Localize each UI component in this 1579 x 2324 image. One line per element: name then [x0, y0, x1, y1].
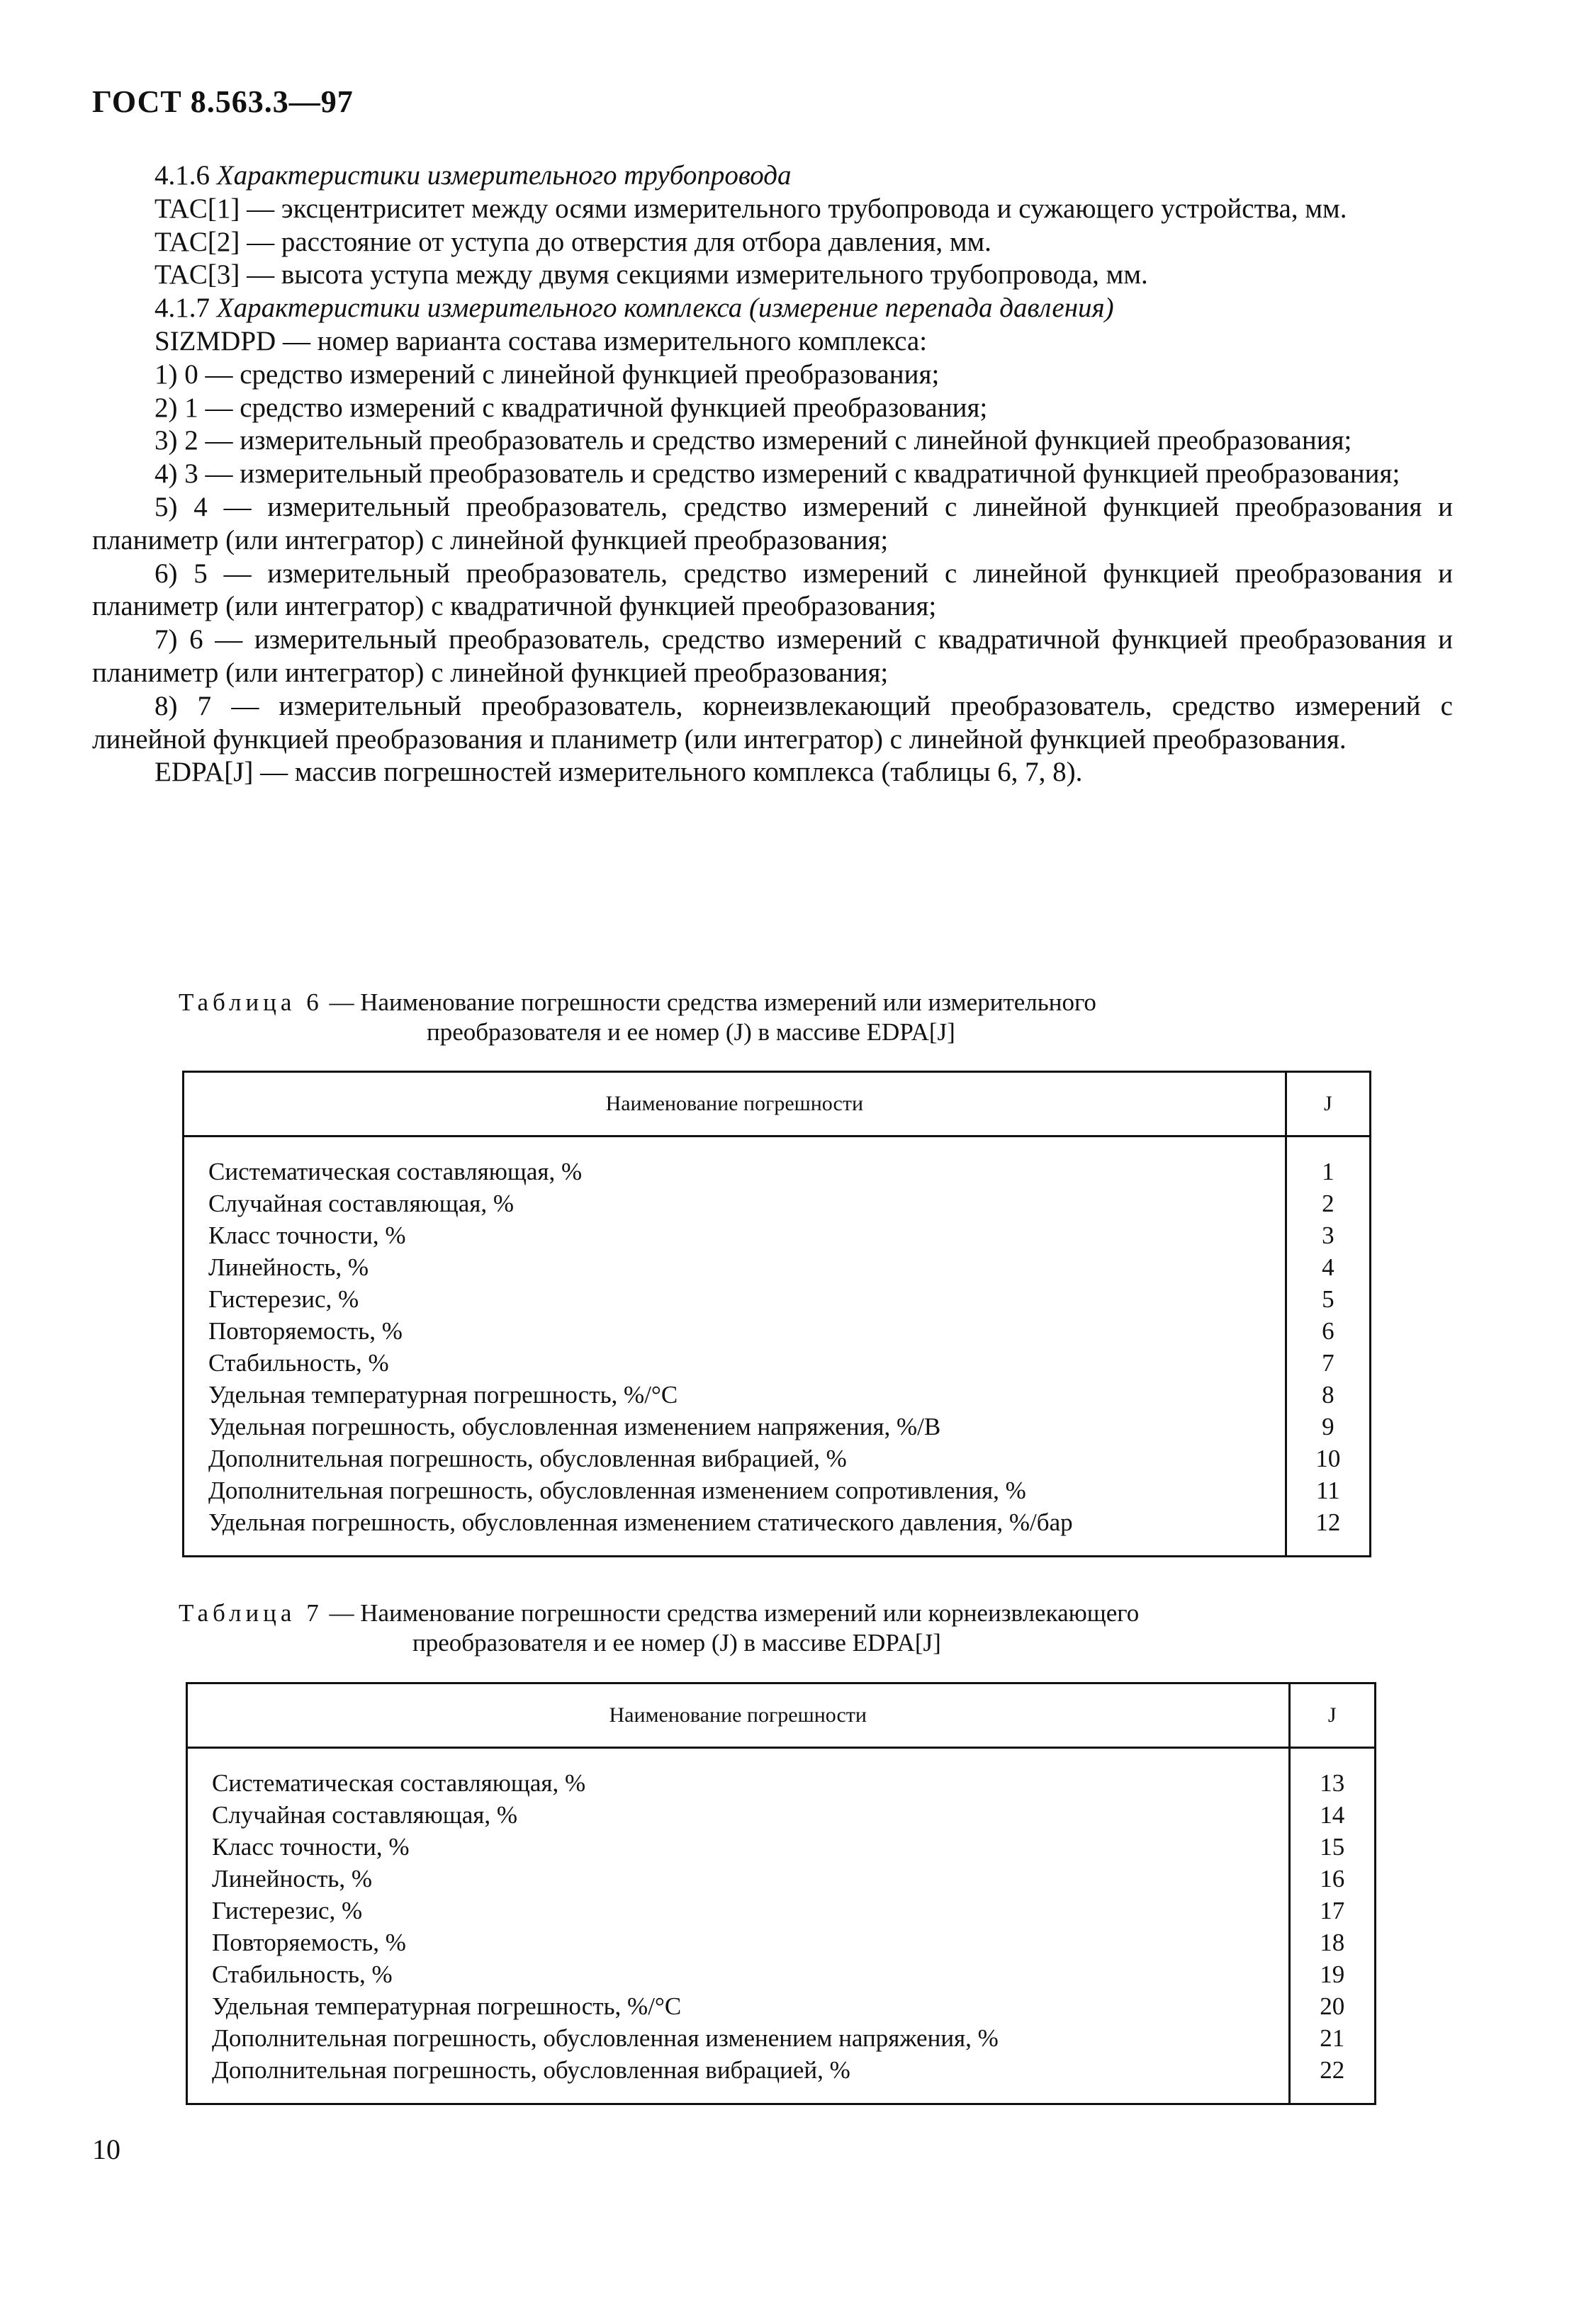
column-header-j: J: [1286, 1072, 1370, 1136]
error-name-cell: Случайная составляющая, %: [187, 1799, 1290, 1831]
table-row: [187, 1990, 1376, 2022]
error-name-cell: Дополнительная погрешность, обусловленная вибрацией, %: [184, 1443, 1286, 1474]
table-row: [184, 1443, 1371, 1474]
section-number: 4.1.7: [154, 293, 210, 324]
list-item-variant-1: 2) 1 — средство измерений с квадратичной функцией преобразования;: [154, 392, 988, 423]
error-index-cell: 9: [1286, 1411, 1370, 1443]
table-6-caption-line-1: — Наименование погрешности средства измерений или измерительного: [329, 988, 1096, 1016]
table-row: [187, 1863, 1376, 1895]
error-name-cell: Стабильность, %: [187, 1958, 1290, 1990]
list-item-variant-6: 7) 6 — измерительный преобразователь, средство измерений с квадратичной функцией преобразования и планиметр (или интегратор) с линейной функцией преобразования;: [92, 624, 1453, 688]
table-7-caption-line-2: преобразователя и ее номер (J) в массиве EDPA[J]: [412, 1629, 941, 1657]
error-name-cell: Систематическая составляющая, %: [184, 1136, 1286, 1188]
error-name-cell: Повторяемость, %: [187, 1927, 1290, 1958]
list-item-variant-5: 6) 5 — измерительный преобразователь, средство измерений с линейной функцией преобразования и планиметр (или интегратор) с квадратичной функцией преобразования;: [92, 558, 1453, 622]
table-row: [187, 1748, 1376, 1800]
table-6-caption: [179, 988, 1383, 1047]
error-name-cell: Удельная температурная погрешность, %/°С: [187, 1990, 1290, 2022]
error-index-cell: 8: [1286, 1379, 1370, 1411]
paragraph-tac-2: TAC[2] — расстояние от уступа до отверстия для отбора давления, мм.: [154, 226, 991, 257]
list-item-variant-7: 8) 7 — измерительный преобразователь, корнеизвлекающий преобразователь, средство измерений с линейной функцией преобразования и планиметр (или интегратор) с линейной функцией преобразования.: [92, 690, 1453, 755]
error-index-cell: 15: [1289, 1831, 1376, 1863]
table-row: [184, 1474, 1371, 1506]
error-name-cell: Дополнительная погрешность, обусловленная вибрацией, %: [187, 2054, 1290, 2104]
table-6-caption-line-2: преобразователя и ее номер (J) в массиве EDPA[J]: [427, 1018, 955, 1046]
table-row: [184, 1219, 1371, 1251]
error-name-cell: Класс точности, %: [184, 1219, 1286, 1251]
error-index-cell: 18: [1289, 1927, 1376, 1958]
table-row: [187, 2054, 1376, 2104]
error-name-cell: Случайная составляющая, %: [184, 1188, 1286, 1219]
error-index-cell: 17: [1289, 1895, 1376, 1927]
section-heading-4-1-7: [92, 292, 1453, 325]
column-header-j: J: [1289, 1683, 1376, 1748]
error-index-cell: 1: [1286, 1136, 1370, 1188]
table-row: [184, 1283, 1371, 1315]
error-index-cell: 22: [1289, 2054, 1376, 2104]
table-row: [187, 1958, 1376, 1990]
column-header-name: Наименование погрешности: [187, 1683, 1290, 1748]
error-index-cell: 11: [1286, 1474, 1370, 1506]
table-7-label: Таблица 7: [179, 1599, 323, 1627]
table-row: [184, 1347, 1371, 1379]
table-7-caption-line-1: — Наименование погрешности средства измерений или корнеизвлекающего: [329, 1599, 1140, 1627]
table-row: [184, 1379, 1371, 1411]
column-header-name: Наименование погрешности: [184, 1072, 1286, 1136]
error-index-cell: 7: [1286, 1347, 1370, 1379]
error-index-cell: 16: [1289, 1863, 1376, 1895]
table-row: [187, 2022, 1376, 2054]
table-row: [184, 1506, 1371, 1557]
error-index-cell: 3: [1286, 1219, 1370, 1251]
body-text: [92, 159, 1453, 789]
error-index-cell: 20: [1289, 1990, 1376, 2022]
error-index-cell: 21: [1289, 2022, 1376, 2054]
table-row: [184, 1411, 1371, 1443]
error-name-cell: Линейность, %: [187, 1863, 1290, 1895]
error-name-cell: Линейность, %: [184, 1251, 1286, 1283]
error-index-cell: 4: [1286, 1251, 1370, 1283]
table-header-row: [184, 1072, 1371, 1136]
error-name-cell: Дополнительная погрешность, обусловленная изменением напряжения, %: [187, 2022, 1290, 2054]
error-name-cell: Класс точности, %: [187, 1831, 1290, 1863]
section-title: Характеристики измерительного трубопровода: [216, 160, 792, 191]
error-index-cell: 12: [1286, 1506, 1370, 1557]
document-header: ГОСТ 8.563.3—97: [92, 84, 354, 119]
error-name-cell: Удельная погрешность, обусловленная изменением статического давления, %/бар: [184, 1506, 1286, 1557]
error-name-cell: Дополнительная погрешность, обусловленная изменением сопротивления, %: [184, 1474, 1286, 1506]
paragraph-tac-3: TAC[3] — высота уступа между двумя секциями измерительного трубопровода, мм.: [154, 259, 1148, 290]
list-item-variant-3: 4) 3 — измерительный преобразователь и средство измерений с квадратичной функцией преобразования;: [154, 458, 1400, 490]
table-row: [187, 1831, 1376, 1863]
error-index-cell: 10: [1286, 1443, 1370, 1474]
table-header-row: [187, 1683, 1376, 1748]
error-index-cell: 6: [1286, 1315, 1370, 1347]
paragraph-edpa: EDPA[J] — массив погрешностей измерительного комплекса (таблицы 6, 7, 8).: [154, 757, 1083, 788]
table-row: [187, 1895, 1376, 1927]
error-name-cell: Систематическая составляющая, %: [187, 1748, 1290, 1800]
table-7-caption: [179, 1598, 1412, 1658]
section-title: Характеристики измерительного комплекса (измерение перепада давления): [216, 293, 1114, 324]
section-number: 4.1.6: [154, 160, 210, 191]
error-name-cell: Гистерезис, %: [184, 1283, 1286, 1315]
error-name-cell: Стабильность, %: [184, 1347, 1286, 1379]
table-6: [182, 1071, 1371, 1557]
error-name-cell: Гистерезис, %: [187, 1895, 1290, 1927]
table-row: [187, 1927, 1376, 1958]
section-heading-4-1-6: [92, 159, 1453, 193]
paragraph-sizmdpd: SIZMDPD — номер варианта состава измерительного комплекса:: [154, 325, 928, 356]
error-name-cell: Удельная температурная погрешность, %/°С: [184, 1379, 1286, 1411]
table-row: [184, 1251, 1371, 1283]
list-item-variant-4: 5) 4 — измерительный преобразователь, средство измерений с линейной функцией преобразования и планиметр (или интегратор) с линейной функцией преобразования;: [92, 491, 1453, 555]
error-index-cell: 13: [1289, 1748, 1376, 1800]
list-item-variant-2: 3) 2 — измерительный преобразователь и средство измерений с линейной функцией преобразования;: [154, 425, 1352, 456]
error-index-cell: 14: [1289, 1799, 1376, 1831]
table-row: [184, 1136, 1371, 1188]
error-index-cell: 19: [1289, 1958, 1376, 1990]
table-row: [184, 1315, 1371, 1347]
table-7: [186, 1682, 1376, 2105]
paragraph-tac-1: TAC[1] — эксцентриситет между осями измерительного трубопровода и сужающего устройства, мм.: [154, 193, 1347, 224]
page-number: 10: [92, 2133, 120, 2165]
error-name-cell: Повторяемость, %: [184, 1315, 1286, 1347]
table-row: [187, 1799, 1376, 1831]
error-name-cell: Удельная погрешность, обусловленная изменением напряжения, %/В: [184, 1411, 1286, 1443]
table-6-label: Таблица 6: [179, 988, 323, 1016]
list-item-variant-0: 1) 0 — средство измерений с линейной функцией преобразования;: [154, 359, 940, 390]
table-row: [184, 1188, 1371, 1219]
error-index-cell: 2: [1286, 1188, 1370, 1219]
error-index-cell: 5: [1286, 1283, 1370, 1315]
